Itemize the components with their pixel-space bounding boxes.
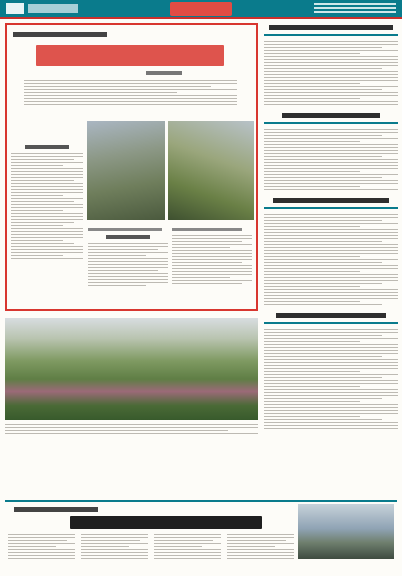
bottom-story-photo bbox=[298, 504, 394, 559]
right-story-3-body bbox=[264, 214, 398, 305]
right-story-2-body bbox=[264, 129, 398, 190]
feature-subhead bbox=[106, 235, 150, 239]
feature-subhead bbox=[25, 145, 69, 149]
feature-lead bbox=[24, 80, 237, 116]
bottom-story-kicker bbox=[14, 507, 98, 512]
section-title bbox=[28, 4, 78, 13]
right-news-column bbox=[264, 25, 398, 495]
right-headline-3 bbox=[273, 198, 389, 203]
feature-kicker bbox=[13, 32, 107, 37]
right-story-4-body bbox=[264, 329, 398, 429]
header-rule bbox=[0, 17, 402, 19]
photo-caption bbox=[172, 228, 242, 231]
page-number bbox=[6, 3, 24, 14]
right-headline-2 bbox=[282, 113, 380, 118]
header-meta bbox=[314, 3, 396, 14]
feature-headline bbox=[36, 45, 224, 66]
right-headline-1 bbox=[269, 25, 393, 30]
right-headline-4 bbox=[276, 313, 386, 318]
landscape-photo-caption bbox=[5, 424, 258, 438]
feature-photo-students bbox=[87, 121, 165, 220]
right-story-1-body bbox=[264, 41, 398, 105]
feature-byline bbox=[146, 71, 182, 75]
photo-caption bbox=[88, 228, 162, 231]
feature-body-column-3 bbox=[172, 228, 252, 305]
bottom-story-headline bbox=[70, 516, 262, 529]
feature-photo-field bbox=[168, 121, 254, 220]
masthead-logo bbox=[170, 2, 232, 16]
feature-body-column-1 bbox=[11, 145, 83, 301]
landscape-photo bbox=[5, 318, 258, 420]
bottom-story-body bbox=[8, 534, 294, 572]
feature-body-column-2 bbox=[88, 228, 168, 305]
